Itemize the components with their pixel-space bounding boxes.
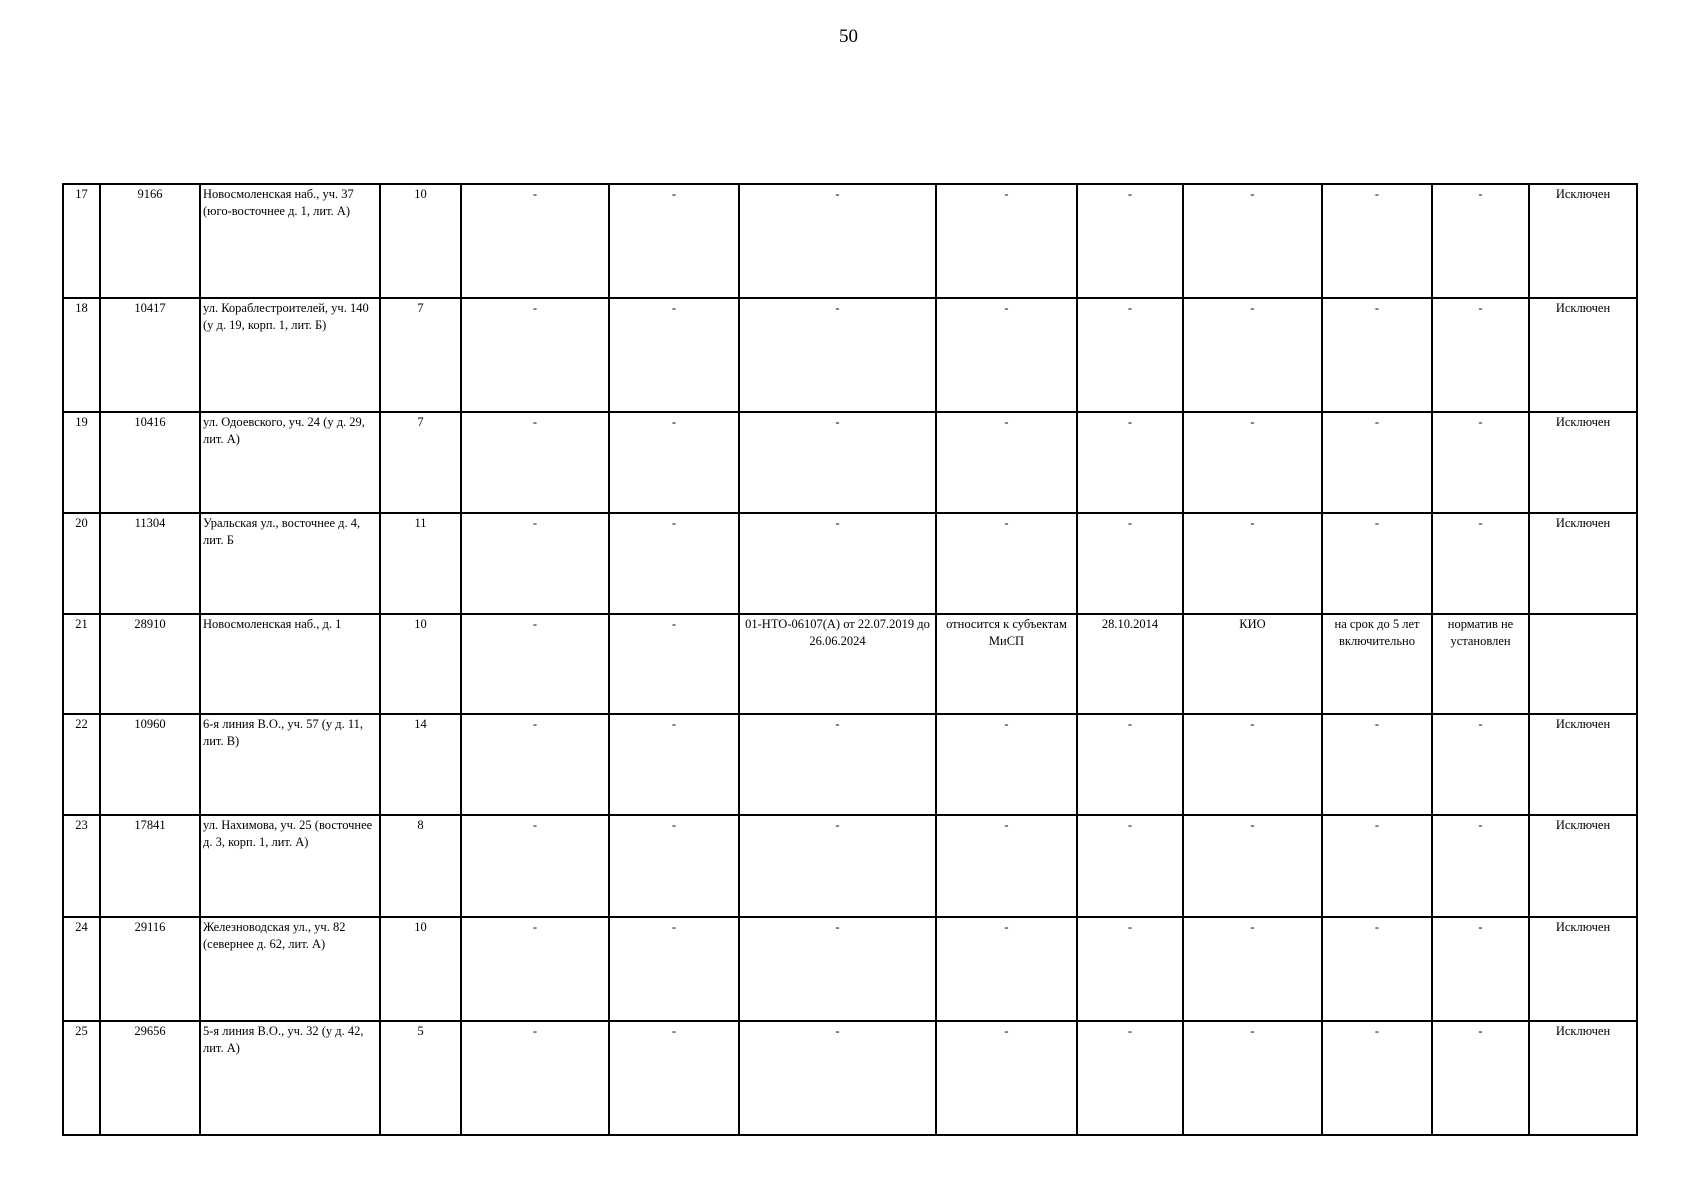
cell-col-6: - (609, 614, 739, 714)
cell-status: Исключен (1529, 1021, 1637, 1135)
cell-authority: - (1183, 184, 1322, 298)
cell-date: - (1077, 714, 1183, 815)
table-body (63, 184, 1637, 1135)
cell-date: - (1077, 412, 1183, 513)
cell-area: 11 (380, 513, 461, 614)
cell-date: - (1077, 184, 1183, 298)
table-row (63, 714, 1637, 815)
cell-row-number: 18 (63, 298, 100, 412)
cell-term: - (1322, 513, 1432, 614)
cell-contract: - (739, 815, 936, 917)
cell-row-number: 22 (63, 714, 100, 815)
cell-row-number: 23 (63, 815, 100, 917)
cell-row-number: 19 (63, 412, 100, 513)
table-row (63, 614, 1637, 714)
cell-col-6: - (609, 917, 739, 1021)
cell-object-id: 10416 (100, 412, 200, 513)
cell-subject: - (936, 815, 1077, 917)
cell-address: Уральская ул., восточнее д. 4, лит. Б (200, 513, 380, 614)
cell-term: - (1322, 298, 1432, 412)
cell-object-id: 29116 (100, 917, 200, 1021)
cell-contract: - (739, 412, 936, 513)
cell-col-5: - (461, 917, 609, 1021)
cell-area: 7 (380, 412, 461, 513)
table-row (63, 513, 1637, 614)
cell-object-id: 11304 (100, 513, 200, 614)
cell-contract: - (739, 917, 936, 1021)
cell-norm: - (1432, 1021, 1529, 1135)
cell-authority: - (1183, 815, 1322, 917)
cell-object-id: 10417 (100, 298, 200, 412)
cell-col-5: - (461, 1021, 609, 1135)
cell-authority: - (1183, 714, 1322, 815)
cell-area: 10 (380, 614, 461, 714)
cell-status: Исключен (1529, 298, 1637, 412)
cell-address: Новосмоленская наб., уч. 37 (юго-восточнее д. 1, лит. А) (200, 184, 380, 298)
cell-area: 14 (380, 714, 461, 815)
cell-contract: - (739, 513, 936, 614)
cell-status: Исключен (1529, 917, 1637, 1021)
cell-area: 10 (380, 184, 461, 298)
cell-contract: - (739, 1021, 936, 1135)
cell-norm: - (1432, 412, 1529, 513)
cell-status: Исключен (1529, 815, 1637, 917)
cell-term: - (1322, 714, 1432, 815)
cell-status: Исключен (1529, 714, 1637, 815)
cell-norm: - (1432, 513, 1529, 614)
cell-date: - (1077, 513, 1183, 614)
cell-norm: - (1432, 298, 1529, 412)
cell-date: - (1077, 815, 1183, 917)
cell-row-number: 24 (63, 917, 100, 1021)
cell-col-5: - (461, 184, 609, 298)
cell-term: - (1322, 1021, 1432, 1135)
cell-status: Исключен (1529, 513, 1637, 614)
cell-authority: - (1183, 1021, 1322, 1135)
cell-date: - (1077, 298, 1183, 412)
cell-term: на срок до 5 лет включительно (1322, 614, 1432, 714)
table-row (63, 298, 1637, 412)
cell-norm: - (1432, 184, 1529, 298)
cell-address: ул. Одоевского, уч. 24 (у д. 29, лит. А) (200, 412, 380, 513)
cell-authority: КИО (1183, 614, 1322, 714)
cell-authority: - (1183, 298, 1322, 412)
cell-authority: - (1183, 917, 1322, 1021)
cell-area: 10 (380, 917, 461, 1021)
cell-subject: - (936, 917, 1077, 1021)
cell-col-6: - (609, 513, 739, 614)
cell-address: 5-я линия В.О., уч. 32 (у д. 42, лит. А) (200, 1021, 380, 1135)
cell-address: ул. Кораблестроителей, уч. 140 (у д. 19, корп. 1, лит. Б) (200, 298, 380, 412)
table-row (63, 917, 1637, 1021)
cell-status (1529, 614, 1637, 714)
cell-norm: норматив не установлен (1432, 614, 1529, 714)
cell-object-id: 9166 (100, 184, 200, 298)
cell-row-number: 20 (63, 513, 100, 614)
cell-contract: - (739, 298, 936, 412)
cell-term: - (1322, 184, 1432, 298)
cell-address: ул. Нахимова, уч. 25 (восточнее д. 3, корп. 1, лит. А) (200, 815, 380, 917)
cell-subject: - (936, 513, 1077, 614)
cell-subject: относится к субъектам МиСП (936, 614, 1077, 714)
register-table (62, 183, 1638, 1136)
cell-address: Новосмоленская наб., д. 1 (200, 614, 380, 714)
cell-status: Исключен (1529, 184, 1637, 298)
cell-norm: - (1432, 714, 1529, 815)
cell-address: 6-я линия В.О., уч. 57 (у д. 11, лит. В) (200, 714, 380, 815)
cell-row-number: 21 (63, 614, 100, 714)
cell-subject: - (936, 298, 1077, 412)
cell-contract: - (739, 714, 936, 815)
table-row (63, 412, 1637, 513)
cell-col-6: - (609, 1021, 739, 1135)
cell-authority: - (1183, 513, 1322, 614)
page-number: 50 (839, 26, 858, 47)
cell-col-6: - (609, 298, 739, 412)
cell-contract: - (739, 184, 936, 298)
cell-col-6: - (609, 412, 739, 513)
cell-area: 5 (380, 1021, 461, 1135)
cell-object-id: 10960 (100, 714, 200, 815)
cell-norm: - (1432, 815, 1529, 917)
cell-col-5: - (461, 614, 609, 714)
cell-status: Исключен (1529, 412, 1637, 513)
cell-subject: - (936, 1021, 1077, 1135)
cell-col-5: - (461, 298, 609, 412)
cell-col-5: - (461, 412, 609, 513)
cell-term: - (1322, 815, 1432, 917)
cell-object-id: 17841 (100, 815, 200, 917)
cell-col-6: - (609, 815, 739, 917)
cell-subject: - (936, 714, 1077, 815)
cell-col-5: - (461, 513, 609, 614)
cell-term: - (1322, 412, 1432, 513)
cell-col-6: - (609, 714, 739, 815)
cell-area: 7 (380, 298, 461, 412)
cell-contract: 01-НТО-06107(А) от 22.07.2019 до 26.06.2024 (739, 614, 936, 714)
cell-object-id: 29656 (100, 1021, 200, 1135)
table-row (63, 815, 1637, 917)
cell-area: 8 (380, 815, 461, 917)
cell-subject: - (936, 184, 1077, 298)
cell-col-5: - (461, 815, 609, 917)
table-row (63, 1021, 1637, 1135)
cell-date: 28.10.2014 (1077, 614, 1183, 714)
cell-date: - (1077, 917, 1183, 1021)
cell-row-number: 17 (63, 184, 100, 298)
cell-norm: - (1432, 917, 1529, 1021)
cell-date: - (1077, 1021, 1183, 1135)
cell-term: - (1322, 917, 1432, 1021)
cell-address: Железноводская ул., уч. 82 (севернее д. 62, лит. А) (200, 917, 380, 1021)
cell-row-number: 25 (63, 1021, 100, 1135)
table-row (63, 184, 1637, 298)
cell-col-5: - (461, 714, 609, 815)
cell-authority: - (1183, 412, 1322, 513)
cell-col-6: - (609, 184, 739, 298)
cell-subject: - (936, 412, 1077, 513)
cell-object-id: 28910 (100, 614, 200, 714)
